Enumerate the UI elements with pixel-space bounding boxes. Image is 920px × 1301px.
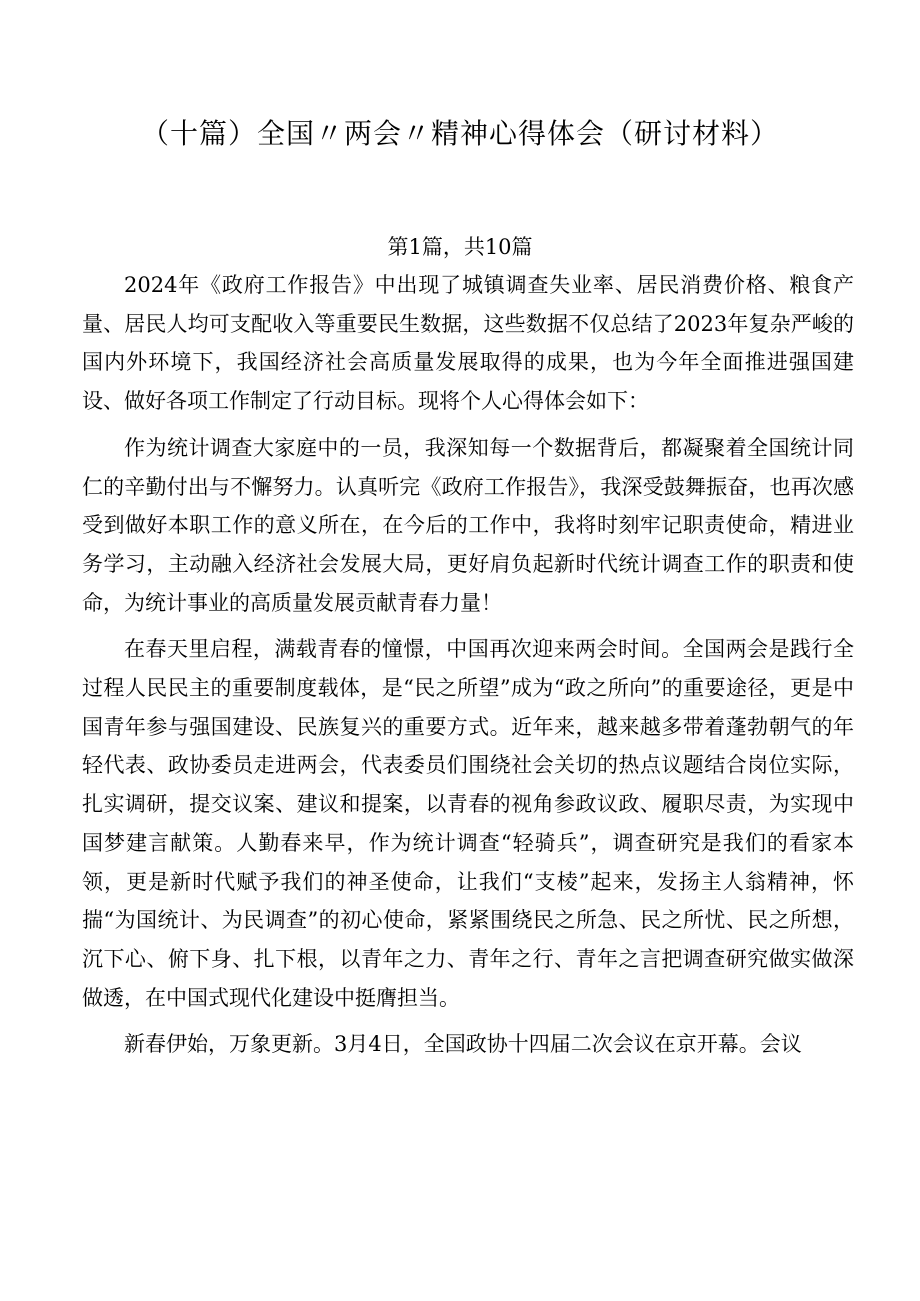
document-title: （十篇）全国〃两会〃精神心得体会（研讨材料） bbox=[140, 117, 779, 150]
document-body bbox=[82, 266, 854, 1064]
paragraph: 2024年《政府工作报告》中出现了城镇调查失业率、居民消费价格、粮食产量、居民人均可支配收入等重要民生数据，这些数据不仅总结了2023年复杂严峻的国内外环境下，我国经济社会高质量发展取得的成果，也为今年全面推进强国建设、做好各项工作制定了行动目标。现将个人心得体会如下： bbox=[82, 273, 854, 414]
paragraph: 在春天里启程，满载青春的憧憬，中国再次迎来两会时间。全国两会是践行全过程人民民主的重要制度载体，是“民之所望”成为“政之所向”的重要途径，更是中国青年参与强国建设、民族复兴的重要方式。近年来，越来越多带着蓬勃朝气的年轻代表、政协委员走进两会，代表委员们围绕社会关切的热点议题结合岗位实际，扎实调研，提交议案、建议和提案，以青春的视角参政议政、履职尽责，为实现中国梦建言献策。人勤春来早，作为统计调查“轻骑兵”，调查研究是我们的看家本领，更是新时代赋予我们的神圣使命，让我们“支棱”起来，发扬主人翁精神，怀揣“为国统计、为民调查”的初心使命，紧紧围绕民之所急、民之所忧、民之所想，沉下心、俯下身、扎下根，以青年之力、青年之行、青年之言把调查研究做实做深做透，在中国式现代化建设中挺膺担当。 bbox=[82, 637, 854, 1010]
article-counter: 第1篇，共10篇 bbox=[387, 235, 533, 259]
paragraph: 新春伊始，万象更新。3月4日，全国政协十四届二次会议在京开幕。会议 bbox=[124, 1032, 802, 1057]
paragraph: 作为统计调查大家庭中的一员，我深知每一个数据背后，都凝聚着全国统计同仁的辛勤付出与不懈努力。认真听完《政府工作报告》，我深受鼓舞振奋，也再次感受到做好本职工作的意义所在，在今后的工作中，我将时刻牢记职责使命，精进业务学习，主动融入经济社会发展大局，更好肩负起新时代统计调查工作的职责和使命，为统计事业的高质量发展贡献青春力量！ bbox=[82, 435, 854, 615]
